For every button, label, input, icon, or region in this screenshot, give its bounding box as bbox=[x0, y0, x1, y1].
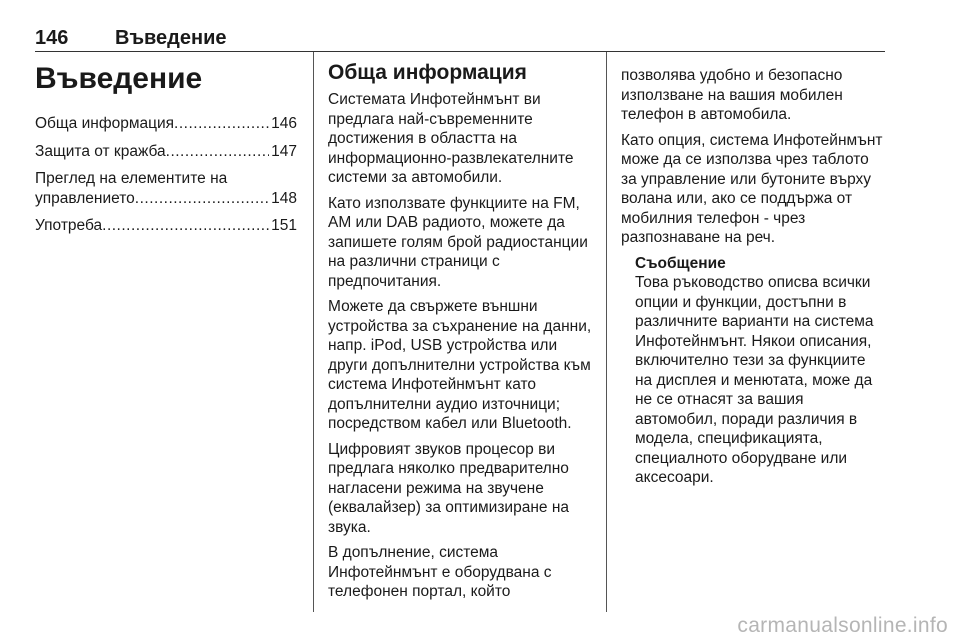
toc-label-continued: управлението bbox=[35, 189, 135, 207]
section-heading: Обща информация bbox=[328, 61, 527, 84]
toc-label: Обща информация bbox=[35, 115, 175, 132]
watermark: carmanualsonline.info bbox=[737, 614, 948, 637]
section-title: Въведение bbox=[115, 27, 227, 49]
toc-page: 146 bbox=[271, 115, 297, 132]
paragraph: Цифровият звуков процесор ви предлага няколко предварително нагласени режима на звучене (еквалайзер) за оптимизиране на звука. bbox=[328, 440, 569, 536]
column-3 bbox=[621, 66, 885, 488]
column-divider-2 bbox=[606, 52, 607, 612]
toc-leader bbox=[102, 216, 269, 236]
toc-label: Защита от кражба bbox=[35, 142, 166, 160]
paragraph: Системата Инфотейнмънт ви предлага най-съвременните достижения в областта на информационно-развлекателните системи за автомобили. bbox=[328, 91, 574, 186]
page-header bbox=[35, 27, 885, 49]
column-divider-1 bbox=[313, 52, 314, 612]
paragraph: Като опция, система Инфотейнмънт може да се използва чрез таблото за управление или бутоните върху волана или, ако се поддържа от мобилния телефон - чрез разпознаване на реч. bbox=[621, 131, 883, 246]
toc-label: Преглед на елементите на bbox=[35, 170, 228, 187]
page-number: 146 bbox=[35, 27, 69, 49]
toc-page: 147 bbox=[271, 142, 297, 160]
chapter-title: Въведение bbox=[35, 62, 203, 95]
toc-page: 151 bbox=[271, 217, 297, 234]
paragraph: В допълнение, система Инфотейнмънт е оборудвана с телефонен портал, който bbox=[328, 544, 552, 600]
note-text: Това ръководство описва всички опции и функции, достъпни в различните варианти на система Инфотейнмънт. Някои описания, включително тези за функциите на дисплея и менютата, може да не се отнасят за вашия автомобил, поради различия в модела, спецификацията, специалното оборудване или аксесоари. bbox=[635, 274, 874, 486]
toc-item[interactable] bbox=[35, 169, 297, 208]
paragraph: Можете да свържете външни устройства за съхранение на данни, напр. iPod, USB устройства или други допълнителни устройства към система Инфотейнмънт като допълнителни аудио източници; посредством кабел или Bluetooth. bbox=[328, 298, 592, 432]
toc-page: 148 bbox=[271, 189, 297, 207]
header-rule bbox=[35, 51, 885, 52]
column-2 bbox=[328, 60, 594, 608]
toc-leader bbox=[174, 114, 269, 134]
toc-label: Употреба bbox=[35, 217, 103, 234]
toc-item[interactable] bbox=[35, 114, 297, 134]
toc-item[interactable] bbox=[35, 216, 297, 236]
note-box bbox=[635, 254, 885, 488]
note-title: Съобщение bbox=[635, 254, 726, 272]
column-1 bbox=[35, 60, 297, 244]
paragraph: позволява удобно и безопасно използване на вашия мобилен телефон в автомобила. bbox=[621, 67, 843, 123]
toc-item[interactable] bbox=[35, 142, 297, 162]
toc-leader bbox=[166, 142, 269, 162]
paragraph: Като използвате функциите на FM, AM или DAB радиото, можете да запишете голям брой радиостанции на различни страници с предпочитания. bbox=[328, 194, 588, 290]
toc-leader bbox=[135, 189, 269, 209]
table-of-contents bbox=[35, 114, 297, 236]
